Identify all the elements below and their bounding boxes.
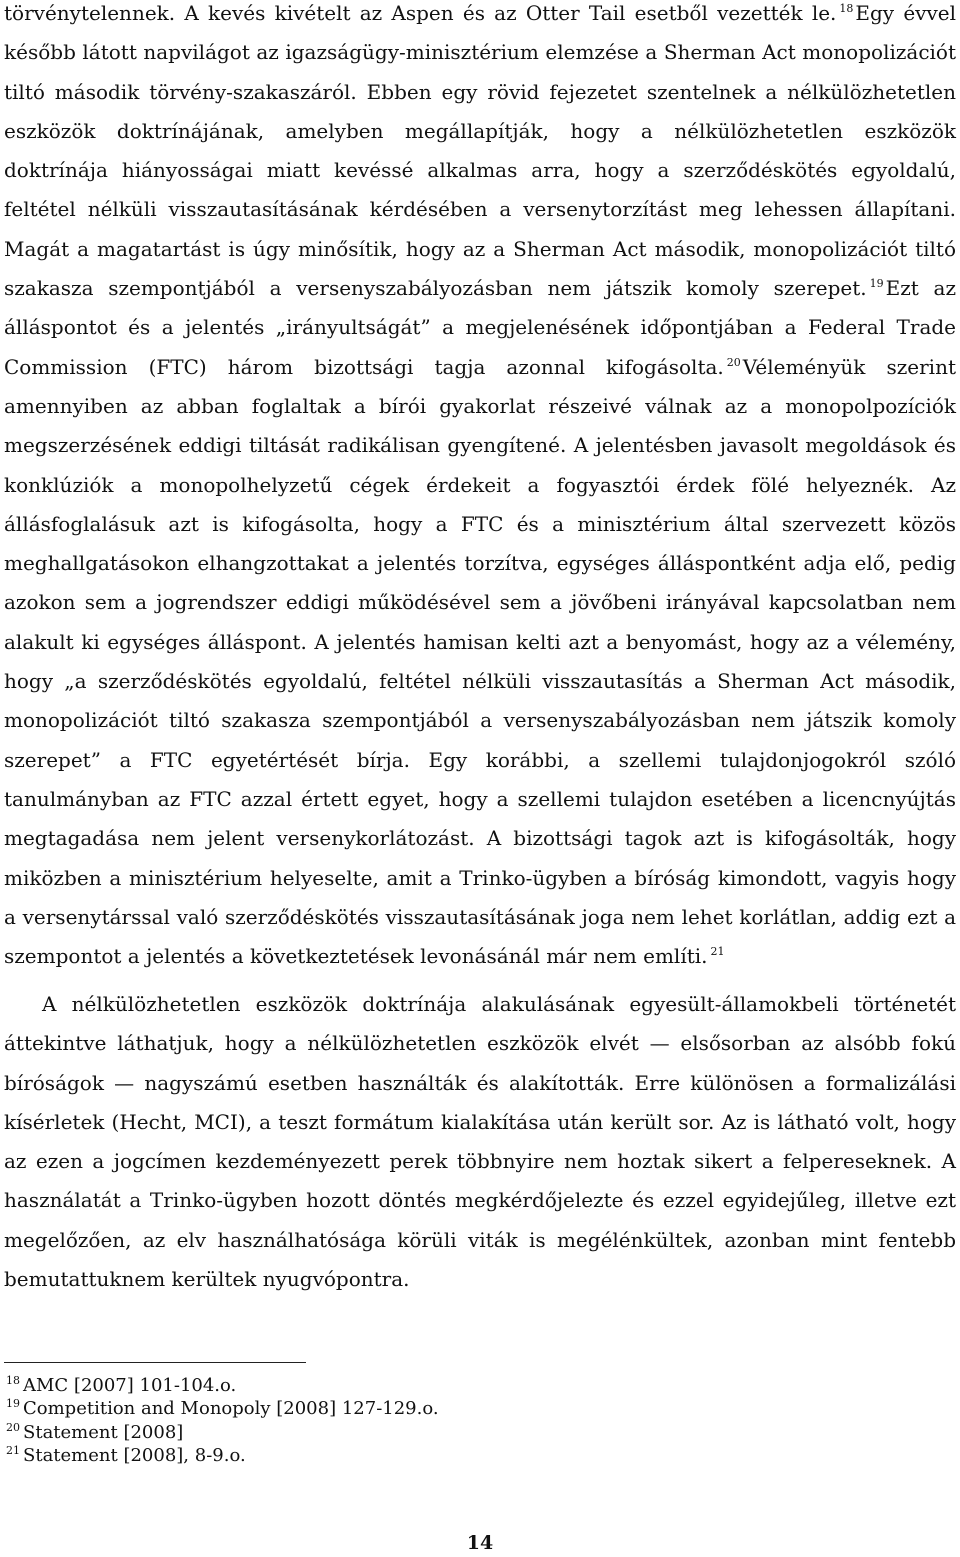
footnote-text: AMC [2007] 101-104.o. <box>23 1375 237 1396</box>
footnote-18 <box>6 1374 806 1397</box>
body-text: Ezt az álláspontot és a jelentés „irányultságát” a megjelenésének időpontjában a Federal Trade Commission (FTC) három bizottsági tagja azonnal kifogásolta. <box>4 276 956 379</box>
footnote-19 <box>6 1397 806 1420</box>
footnote-number: 21 <box>6 1443 20 1457</box>
body-text: Véleményük szerint amennyiben az abban foglaltak a bírói gyakorlat részeivé válnak az a monopolpozíciók megszerzésének eddigi tiltását radikálisan gyengítené. A jelentésben javasolt megoldások és konklúziók a monopolhelyzetű cégek érdekeit a fogyasztói érdek fölé helyeznék. Az állásfoglalásuk azt is kifogásolta, hogy a FTC és a minisztérium által szervezett közös meghallgatásokon elhangzottakat a jelentés torzítva, egységes álláspontként adja elő, pedig azokon sem a jogrendszer eddigi működésével sem a jövőbeni irányával kapcsolatban nem alakult ki egységes álláspont. A jelentés hamisan kelti azt a benyomást, hogy az a vélemény, hogy „a szerződéskötés egyoldalú, feltétel nélküli visszautasítás a Sherman Act második, monopolizációt tiltó szakasza szempontjából a versenyszabályozásban nem játszik komoly szerepet” a FTC egyetértését bírja. Egy korábbi, a szellemi tulajdonjogokról szóló tanulmányban az FTC azzal értett egyet, hogy a szellemi tulajdon esetében a licencnyújtás megtagadása nem jelent versenykorlátozást. A bizottsági tagok azt is kifogásolták, hogy miközben a minisztérium helyeselte, amit a Trinko-ügyben a bíróság kimondott, vagyis hogy a versenytárssal való szerződéskötés visszautasításának joga nem lehet korlátlan, addig ezt a szempontot a jelentés a következtetések levonásánál már nem említi. <box>4 354 956 969</box>
footnote-ref-21[interactable]: 21 <box>710 945 725 959</box>
footnote-ref-19[interactable]: 19 <box>869 277 884 291</box>
footnote-separator <box>4 1362 306 1363</box>
footnote-text: Statement [2008], 8-9.o. <box>23 1444 246 1466</box>
footnote-number: 19 <box>6 1397 20 1411</box>
body-text: Egy évvel később látott napvilágot az igazságügy-minisztérium elemzése a Sherman Act monopolizációt tiltó második törvény-szakaszáról. Ebben egy rövid fejezetet szentelnek a nélkülözhetetlen eszközök doktrínájának, amelyben megállapítják, hogy a nélkülözhetetlen eszközök doktrínája hiányosságai miatt kevéssé alkalmas arra, hogy a szerződéskötés egyoldalú, feltétel nélküli visszautasításának kérdésében a versenytorzítást meg lehessen állapítani. Magát a magatartást is úgy minősítik, hogy az a Sherman Act második, monopolizációt tiltó szakasza szempontjából a versenyszabályozásban nem játszik komoly szerepet. <box>4 1 956 301</box>
body-text: törvénytelennek. A kevés kivételt az Aspen és az Otter Tail esetből vezették le. <box>4 1 837 25</box>
page-number: 14 <box>466 1532 494 1554</box>
footnote-ref-20[interactable]: 20 <box>726 355 741 369</box>
footnote-number: 18 <box>6 1374 20 1387</box>
footnote-20 <box>6 1421 806 1444</box>
footnote-ref-18[interactable]: 18 <box>839 2 854 15</box>
footnote-text: Statement [2008] <box>23 1421 184 1443</box>
body-paragraph <box>4 0 956 976</box>
footnote-number: 20 <box>6 1420 20 1434</box>
body-paragraph: A nélkülözhetetlen eszközök doktrínája alakulásának egyesült-államokbeli történetét áttekintve láthatjuk, hogy a nélkülözhetetlen eszközök elvét — elsősorban az alsóbb fokú bíróságok — nagyszámú esetben használták és alakították. Erre különösen a formalizálási kísérletek (Hecht, MCI), a teszt formátum kialakítása után került sor. Az is látható volt, hogy az ezen a jogcímen kezdeményezett perek többnyire nem hoztak sikert a felpereseknek. A használatát a Trinko-ügyben hozott döntés megkérdőjelezte és ezzel egyidejűleg, illetve ezt megelőzően, az elv használhatósága körüli viták is megélénkültek, azonban mint fentebb bemutattuknem kerültek nyugvópontra. <box>4 992 956 1292</box>
footnote-21 <box>6 1444 806 1467</box>
footnotes <box>6 1374 806 1467</box>
footnote-text: Competition and Monopoly [2008] 127-129.o. <box>23 1398 439 1420</box>
